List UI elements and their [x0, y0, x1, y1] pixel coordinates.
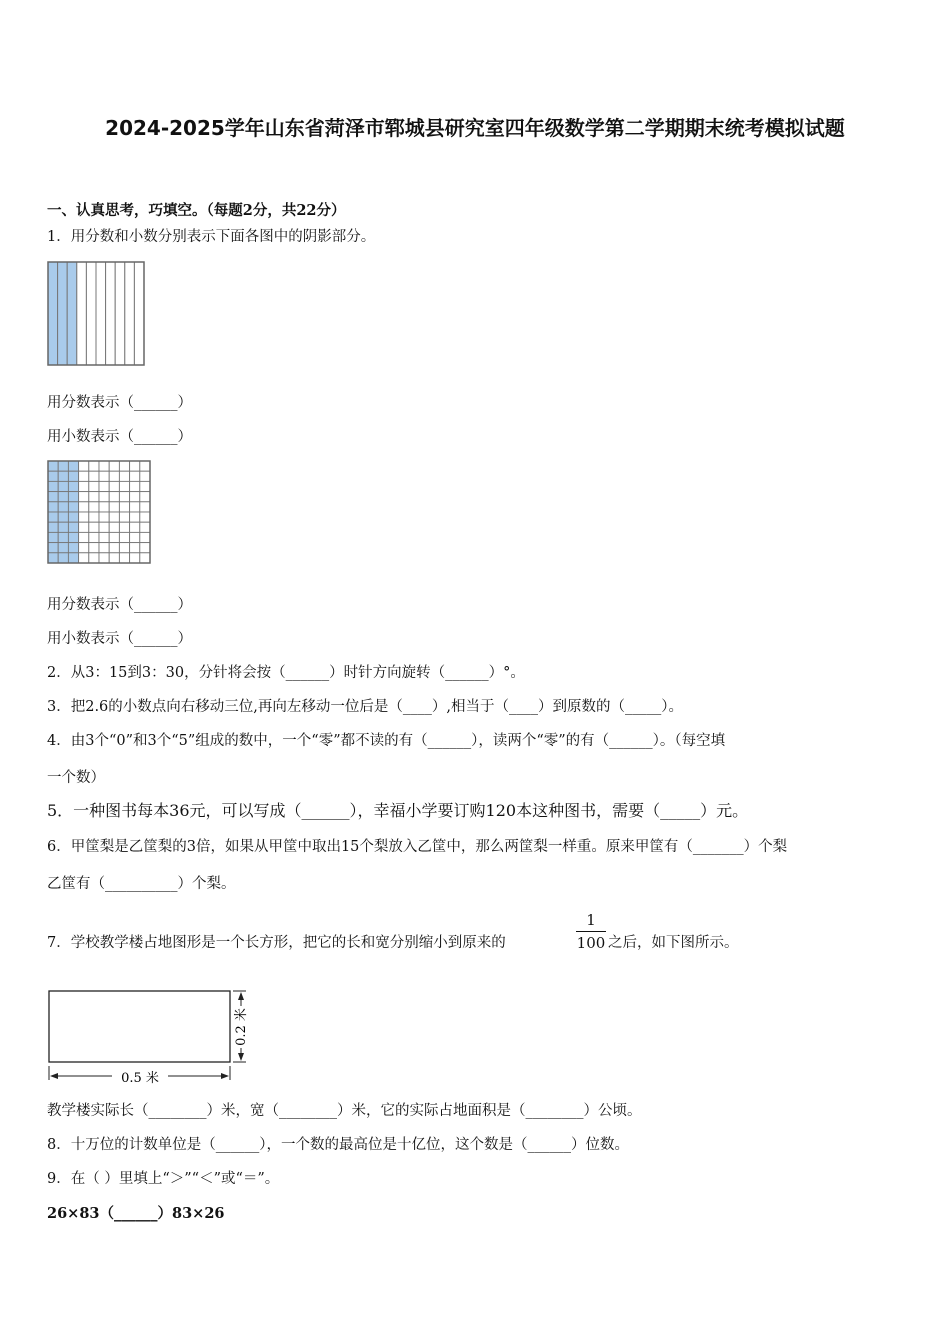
grid-cell [109, 543, 119, 553]
grid-cell [140, 532, 150, 542]
grid-cell [140, 543, 150, 553]
shaded-cell [58, 492, 68, 502]
figure-rectangle [40, 984, 260, 1088]
shaded-cell [68, 543, 78, 553]
grid-cell [109, 553, 119, 563]
fraction-denominator: 100 [576, 934, 606, 952]
grid-cell [99, 512, 109, 522]
shaded-cell [68, 471, 78, 481]
shaded-cell [48, 461, 58, 471]
shaded-cell [48, 543, 58, 553]
grid-cell [130, 532, 140, 542]
question-8: 8．十万位的计数单位是（______），一个数的最高位是十亿位，这个数是（______）位数。 [47, 1137, 629, 1153]
grid-cell [109, 471, 119, 481]
grid-cell [140, 471, 150, 481]
strip [77, 262, 87, 365]
grid-cell [130, 461, 140, 471]
grid-cell [89, 553, 99, 563]
grid-cell [130, 543, 140, 553]
grid-cell [119, 543, 129, 553]
grid-cell [119, 512, 129, 522]
shaded-cell [48, 553, 58, 563]
grid-cell [130, 492, 140, 502]
grid-cell [79, 481, 89, 491]
width-label: 0.5 米 [121, 1071, 159, 1086]
grid-cell [99, 543, 109, 553]
grid-cell [140, 512, 150, 522]
page-title: 2024-2025学年山东省菏泽市郓城县研究室四年级数学第二学期期末统考模拟试题 [105, 116, 845, 140]
grid-cell [79, 512, 89, 522]
question-4-line-1: 4．由3个“0”和3个“5”组成的数中，一个“零”都不读的有（______），读两个“零”的有（______）。（每空填 [47, 733, 726, 749]
grid-cell [79, 543, 89, 553]
grid-cell [109, 461, 119, 471]
shaded-cell [48, 481, 58, 491]
shaded-cell [58, 553, 68, 563]
grid-cell [99, 471, 109, 481]
grid-cell [119, 481, 129, 491]
grid-cell [119, 471, 129, 481]
grid-cell [119, 461, 129, 471]
grid-cell [119, 502, 129, 512]
grid-cell [89, 461, 99, 471]
shaded-cell [68, 512, 78, 522]
grid-cell [130, 502, 140, 512]
fraction-numerator: 1 [586, 911, 596, 929]
grid-cell [109, 481, 119, 491]
grid-cell [89, 502, 99, 512]
shaded-cell [48, 532, 58, 542]
strip [125, 262, 135, 365]
building-rectangle [49, 991, 230, 1062]
section-heading: 一、认真思考，巧填空。（每题2分，共22分） [47, 202, 346, 219]
question-2: 2．从3：15到3：30，分针将会按（______）时针方向旋转（______）°。 [47, 665, 525, 681]
question-1-stem: 1．用分数和小数分别表示下面各图中的阴影部分。 [47, 229, 376, 245]
question-3: 3．把2.6的小数点向右移动三位,再向左移动一位后是（____）,相当于（____）到原数的（_____）。 [47, 699, 684, 715]
grid-cell [119, 532, 129, 542]
grid-cell [79, 471, 89, 481]
shaded-cell [68, 502, 78, 512]
shaded-cell [58, 481, 68, 491]
strip [96, 262, 106, 365]
grid-cell [119, 522, 129, 532]
shaded-cell [58, 471, 68, 481]
grid-cell [89, 492, 99, 502]
grid-cell [89, 471, 99, 481]
q1-answer-fraction-2: 用分数表示（______） [47, 597, 192, 613]
grid-cell [130, 553, 140, 563]
question-7-answer: 教学楼实际长（________）米，宽（________）米，它的实际占地面积是（________）公顷。 [47, 1103, 642, 1119]
grid-cell [130, 481, 140, 491]
grid-cell [130, 512, 140, 522]
grid-cell [130, 522, 140, 532]
grid-cell [89, 522, 99, 532]
q1-answer-decimal-2: 用小数表示（______） [47, 631, 192, 647]
grid-cell [140, 522, 150, 532]
shaded-cell [58, 461, 68, 471]
grid-cell [140, 553, 150, 563]
grid-cell [79, 522, 89, 532]
shaded-cell [58, 522, 68, 532]
grid-cell [109, 532, 119, 542]
grid-cell [119, 553, 129, 563]
grid-cell [79, 492, 89, 502]
grid-cell [109, 492, 119, 502]
grid-cell [140, 481, 150, 491]
grid-cell [109, 522, 119, 532]
shaded-cell [48, 502, 58, 512]
shaded-cell [58, 543, 68, 553]
shaded-strip [58, 262, 68, 365]
shaded-cell [48, 471, 58, 481]
grid-cell [89, 512, 99, 522]
strip [115, 262, 125, 365]
grid-cell [109, 502, 119, 512]
fraction-one-hundredth [576, 910, 606, 953]
shaded-cell [58, 502, 68, 512]
shaded-cell [68, 492, 78, 502]
grid-cell [119, 492, 129, 502]
question-7-stem-after: 之后，如下图所示。 [608, 935, 739, 951]
grid-cell [89, 481, 99, 491]
grid-cell [99, 492, 109, 502]
grid-cell [79, 553, 89, 563]
strip [134, 262, 144, 365]
question-4-line-2: 一个数） [47, 770, 105, 786]
q1-answer-fraction-1: 用分数表示（______） [47, 395, 192, 411]
grid-cell [89, 532, 99, 542]
shaded-cell [68, 532, 78, 542]
question-9-item-1: 26×83（______）83×26 [47, 1205, 225, 1222]
fraction-bar [576, 931, 606, 932]
question-9-stem: 9．在（ ）里填上“＞”“＜”或“＝”。 [47, 1171, 280, 1187]
grid-cell [99, 502, 109, 512]
grid-cell [79, 532, 89, 542]
grid-cell [140, 502, 150, 512]
figure-strips [47, 261, 147, 367]
grid-cell [99, 532, 109, 542]
shaded-cell [68, 461, 78, 471]
shaded-cell [58, 532, 68, 542]
grid-cell [130, 471, 140, 481]
shaded-cell [48, 512, 58, 522]
shaded-cell [58, 512, 68, 522]
strip [86, 262, 96, 365]
grid-cell [140, 461, 150, 471]
question-6-line-2: 乙筐有（__________）个梨。 [47, 876, 236, 892]
grid-cell [99, 522, 109, 532]
shaded-cell [68, 553, 78, 563]
shaded-cell [68, 522, 78, 532]
q1-answer-decimal-1: 用小数表示（______） [47, 429, 192, 445]
shaded-strip [48, 262, 58, 365]
figure-grid [47, 460, 153, 566]
strip [106, 262, 116, 365]
shaded-cell [48, 492, 58, 502]
grid-cell [99, 461, 109, 471]
grid-cell [99, 553, 109, 563]
grid-cell [109, 512, 119, 522]
question-7-stem-before: 7．学校教学楼占地图形是一个长方形，把它的长和宽分别缩小到原来的 [47, 935, 506, 951]
question-6-line-1: 6．甲筐梨是乙筐梨的3倍，如果从甲筐中取出15个梨放入乙筐中，那么两筐梨一样重。原来甲筐有（_______）个梨 [47, 839, 788, 855]
shaded-strip [67, 262, 77, 365]
grid-cell [79, 502, 89, 512]
grid-cell [140, 492, 150, 502]
shaded-cell [48, 522, 58, 532]
question-5: 5．一种图书每本36元，可以写成（______），幸福小学要订购120本这种图书，需要（_____）元。 [47, 801, 749, 820]
grid-cell [89, 543, 99, 553]
grid-cell [79, 461, 89, 471]
grid-cell [99, 481, 109, 491]
shaded-cell [68, 481, 78, 491]
height-label: 0.2 米 [234, 1008, 249, 1046]
